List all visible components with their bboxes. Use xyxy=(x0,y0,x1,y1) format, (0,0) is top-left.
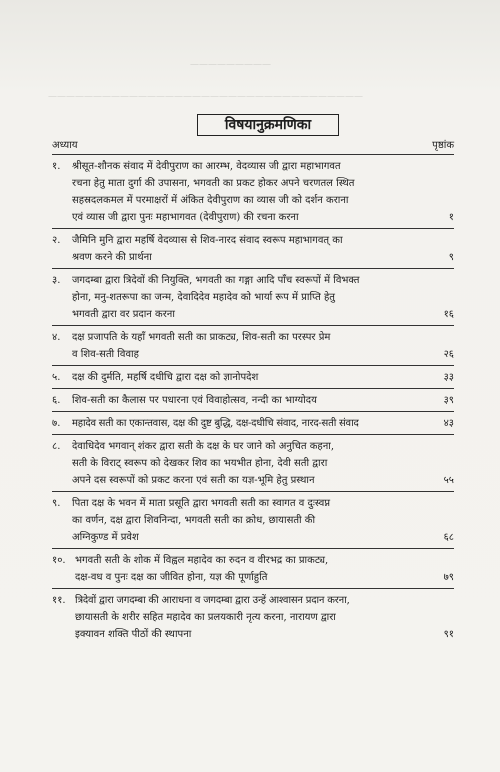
table-of-contents xyxy=(52,154,454,645)
entry-line: भगवती द्वारा वर प्रदान करना xyxy=(72,309,175,320)
entry-line: इक्यावन शक्ति पीठों की स्थापना xyxy=(75,629,192,640)
entry-line: होना, मनु-शतरूपा का जन्म, देवादिदेव महादेव को भार्या रूप में प्राप्ति हेतु xyxy=(72,292,336,303)
page-title: विषयानुक्रमणिका xyxy=(197,114,339,136)
divider xyxy=(52,411,454,412)
entry-page-number: ४३ xyxy=(443,418,454,429)
entry-number: ६. xyxy=(52,395,61,406)
entry-page-number: ३९ xyxy=(443,395,454,406)
divider xyxy=(52,491,454,492)
entry-page-number: २६ xyxy=(443,349,454,360)
entry-line: अग्निकुण्ड में प्रवेश xyxy=(72,532,139,543)
entry-line: छायासती के शरीर सहित महादेव का प्रलयकारी नृत्य करना, नारायण द्वारा xyxy=(75,612,336,623)
toc-entry-4 xyxy=(52,328,454,365)
entry-line: महादेव सती का एकान्तवास, दक्ष की दुष्ट बुद्धि, दक्ष-दधीचि संवाद, नारद-सती संवाद xyxy=(72,418,359,429)
entry-line: दक्ष प्रजापति के यहाँ भगवती सती का प्राकट्य, शिव-सती का परस्पर प्रेम xyxy=(72,332,331,343)
entry-page-number: ६८ xyxy=(443,532,454,543)
entry-number: १०. xyxy=(52,555,66,566)
entry-text xyxy=(72,415,420,432)
entry-text xyxy=(72,272,420,323)
entry-line: व शिव-सती विवाह xyxy=(72,349,139,360)
divider xyxy=(52,548,454,549)
show-through-decoration: ——————————————————————————————————— xyxy=(48,92,363,102)
entry-text xyxy=(72,438,420,489)
entry-page-number: ३३ xyxy=(443,372,454,383)
toc-entry-6 xyxy=(52,391,454,411)
divider xyxy=(52,588,454,589)
entry-text xyxy=(72,369,420,386)
toc-entry-9 xyxy=(52,494,454,548)
entry-number: ५. xyxy=(52,372,61,383)
entry-page-number: ७९ xyxy=(443,572,454,583)
divider xyxy=(52,228,454,229)
entry-line: जगदम्बा द्वारा त्रिदेवों की नियुक्ति, भगवती का गङ्गा आदि पाँच स्वरूपों में विभक्त xyxy=(72,275,360,286)
divider xyxy=(52,154,454,155)
divider xyxy=(52,325,454,326)
toc-entry-10 xyxy=(52,551,454,588)
entry-line: एवं व्यास जी द्वारा पुनः महाभागवत (देवीपुराण) की रचना करना xyxy=(72,212,299,223)
entry-line: सती के विराट् स्वरूप को देखकर शिव का भयभीत होना, देवी सती द्वारा xyxy=(72,458,328,469)
entry-number: ९. xyxy=(52,498,61,509)
entry-text xyxy=(75,592,420,643)
toc-entry-5 xyxy=(52,368,454,388)
divider xyxy=(52,268,454,269)
entry-text xyxy=(75,552,420,586)
entry-number: ७. xyxy=(52,418,61,429)
entry-line: जैमिनि मुनि द्वारा महर्षि वेदव्यास से शिव-नारद संवाद स्वरूप महाभागवत् का xyxy=(72,235,343,246)
entry-page-number: १ xyxy=(448,212,454,223)
toc-entry-2 xyxy=(52,231,454,268)
chapter-column-header: अध्याय xyxy=(52,140,78,151)
entry-line: देवाधिदेव भगवान् शंकर द्वारा सती के दक्ष के घर जाने को अनुचित कहना, xyxy=(72,441,335,452)
entry-line: सहस्रदलकमल में परमाक्षरों में अंकित देवीपुराण का व्यास जी को दर्शन कराना xyxy=(72,195,349,206)
entry-number: ८. xyxy=(52,441,61,452)
entry-line: श्रीसूत-शौनक संवाद में देवीपुराण का आरम्भ, वेदव्यास जी द्वारा महाभागवत xyxy=(72,161,341,172)
entry-text xyxy=(72,158,420,226)
entry-line: दक्ष की दुर्मति, महर्षि दधीचि द्वारा दक्ष को ज्ञानोपदेश xyxy=(72,372,259,383)
entry-line: दक्ष-वध व पुनः दक्ष का जीवित होना, यज्ञ की पूर्णाहुति xyxy=(75,572,268,583)
entry-page-number: ९ xyxy=(448,252,454,263)
entry-number: ३. xyxy=(52,275,61,286)
entry-number: २. xyxy=(52,235,61,246)
show-through-decoration: ————————— xyxy=(190,60,271,70)
entry-line: भगवती सती के शोक में विह्वल महादेव का रुदन व वीरभद्र का प्राकट्य, xyxy=(75,555,329,566)
entry-line: रचना हेतु माता दुर्गा की उपासना, भगवती का प्रकट होकर अपने चरणतल स्थित xyxy=(72,178,355,189)
entry-line: त्रिदेवों द्वारा जगदम्बा की आराधना व जगदम्बा द्वारा उन्हें आश्वासन प्रदान करना, xyxy=(75,595,350,606)
page-column-header: पृष्ठांक xyxy=(432,140,454,151)
entry-line: का वर्णन, दक्ष द्वारा शिवनिन्दा, भगवती सती का क्रोध, छायासती की xyxy=(72,515,316,526)
entry-text xyxy=(72,495,420,546)
entry-text xyxy=(72,329,420,363)
entry-line: पिता दक्ष के भवन में माता प्रसूति द्वारा भगवती सती का स्वागत व दुःस्वप्न xyxy=(72,498,331,509)
divider xyxy=(52,434,454,435)
toc-entry-1 xyxy=(52,157,454,228)
entry-number: ११. xyxy=(52,595,66,606)
entry-page-number: ५५ xyxy=(443,475,454,486)
divider xyxy=(52,388,454,389)
entry-line: श्रवण करने की प्रार्थना xyxy=(72,252,152,263)
entry-page-number: ९१ xyxy=(443,629,454,640)
toc-entry-8 xyxy=(52,437,454,491)
entry-number: ४. xyxy=(52,332,61,343)
entry-text xyxy=(72,232,420,266)
toc-entry-7 xyxy=(52,414,454,434)
divider xyxy=(52,365,454,366)
toc-entry-11 xyxy=(52,591,454,645)
entry-line: अपने दस स्वरूपों को प्रकट करना एवं सती का यज्ञ-भूमि हेतु प्रस्थान xyxy=(72,475,315,486)
entry-text xyxy=(72,392,420,409)
toc-entry-3 xyxy=(52,271,454,325)
entry-line: शिव-सती का कैलास पर पधारना एवं विवाहोत्सव, नन्दी का भाग्योदय xyxy=(72,395,317,406)
entry-number: १. xyxy=(52,161,61,172)
entry-page-number: १६ xyxy=(443,309,454,320)
